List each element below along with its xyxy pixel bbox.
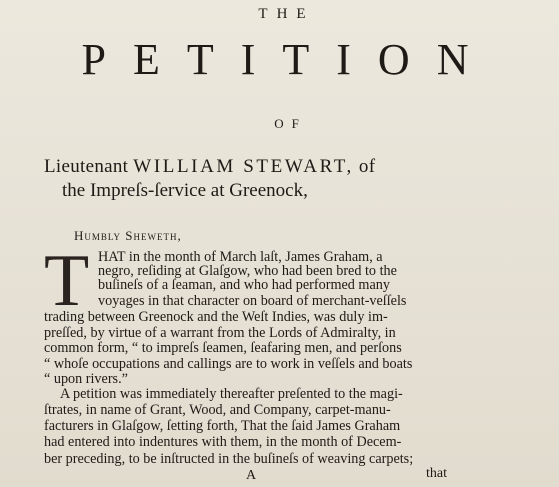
catchword: that: [426, 466, 447, 481]
body-line: negro, reſiding at Glaſgow, who had been bred to the: [98, 263, 397, 279]
subject-line-2: the Impreſs-ſervice at Greenock,: [62, 180, 308, 201]
subject-rank: Lieutenant: [44, 156, 134, 177]
body-line: common form, “ to impreſs ſeamen, ſeafaring men, and perſons: [44, 340, 402, 356]
drop-cap: T: [44, 240, 90, 322]
body-line: voyages in that character on board of merchant-veſſels: [98, 293, 407, 309]
body-line: had entered into indentures with them, in the month of Decem-: [44, 434, 402, 450]
subject-line-1: [44, 156, 375, 178]
body-line: “ upon rivers.”: [44, 371, 128, 387]
body-line: HAT in the month of March laſt, James Graham, a: [98, 249, 383, 265]
body-line: facturers in Glaſgow, ſetting forth, That the ſaid James Graham: [44, 418, 401, 434]
body-line: ber preceding, to be inſtructed in the buſineſs of weaving carpets;: [44, 451, 414, 467]
body-line: trading between Greenock and the Weſt Indies, was duly im-: [44, 309, 388, 325]
heading-of: OF: [274, 116, 307, 131]
heading-petition: PETITION: [81, 35, 496, 84]
signature-mark: A: [246, 468, 257, 483]
body-line: A petition was immediately thereafter preſented to the magi-: [60, 386, 403, 402]
subject-of: of: [353, 156, 376, 177]
body-line: buſineſs of a ſeaman, and who had performed many: [98, 277, 390, 293]
salutation: Humbly Sheweth,: [74, 228, 182, 243]
subject-name: WILLIAM STEWART,: [133, 156, 354, 177]
body-line: ſtrates, in name of Grant, Wood, and Company, carpet-manu-: [44, 402, 391, 418]
body-line: “ whoſe occupations and callings are to work in veſſels and boats: [44, 356, 413, 372]
heading-the: THE: [258, 6, 315, 22]
body-line: preſſed, by virtue of a warrant from the Lords of Admiralty, in: [44, 325, 396, 341]
